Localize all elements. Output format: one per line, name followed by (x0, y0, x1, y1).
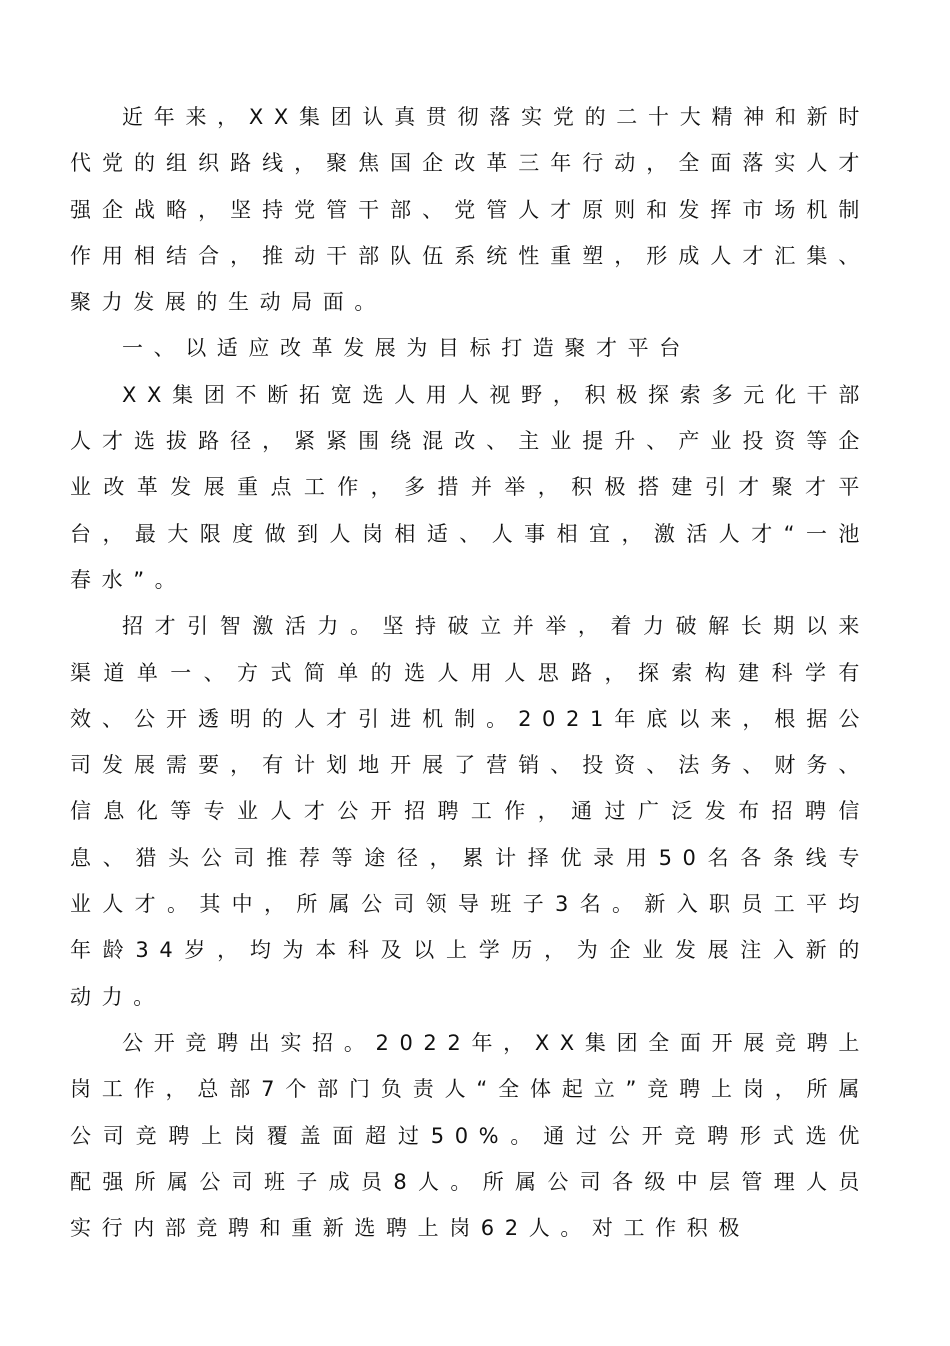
open-competition-paragraph: 公开竞聘出实招。2022年，XX集团全面开展竞聘上岗工作，总部7个部门负责人“全体起立”竞聘上岗，所属公司竞聘上岗覆盖面超过50%。通过公开竞聘形式选优配强所属公司班子成员8人。所属公司各级中层管理人员实行内部竞聘和重新选聘上岗62人。对工作积极 (70, 1030, 870, 1241)
section-intro-paragraph: XX集团不断拓宽选人用人视野，积极探索多元化干部人才选拔路径，紧紧围绕混改、主业提升、产业投资等企业改革发展重点工作，多措并举，积极搭建引才聚才平台，最大限度做到人岗相适、人事相宜，激活人才“一池春水”。 (70, 382, 870, 592)
talent-recruitment-paragraph: 招才引智激活力。坚持破立并举，着力破解长期以来渠道单一、方式简单的选人用人思路，探索构建科学有效、公开透明的人才引进机制。2021年底以来，根据公司发展需要，有计划地开展了营销、投资、法务、财务、信息化等专业人才公开招聘工作，通过广泛发布招聘信息、猎头公司推荐等途径，累计择优录用50名各条线专业人才。其中，所属公司领导班子3名。新入职员工平均年龄34岁，均为本科及以上学历，为企业发展注入新的动力。 (70, 614, 870, 1009)
document-body (70, 94, 870, 1251)
intro-paragraph: 近年来，XX集团认真贯彻落实党的二十大精神和新时代党的组织路线，聚焦国企改革三年行动，全面落实人才强企战略，坚持党管干部、党管人才原则和发挥市场机制作用相结合，推动干部队伍系统性重塑，形成人才汇集、聚力发展的生动局面。 (70, 105, 870, 315)
section-heading: 一、以适应改革发展为目标打造聚才平台 (122, 336, 691, 361)
